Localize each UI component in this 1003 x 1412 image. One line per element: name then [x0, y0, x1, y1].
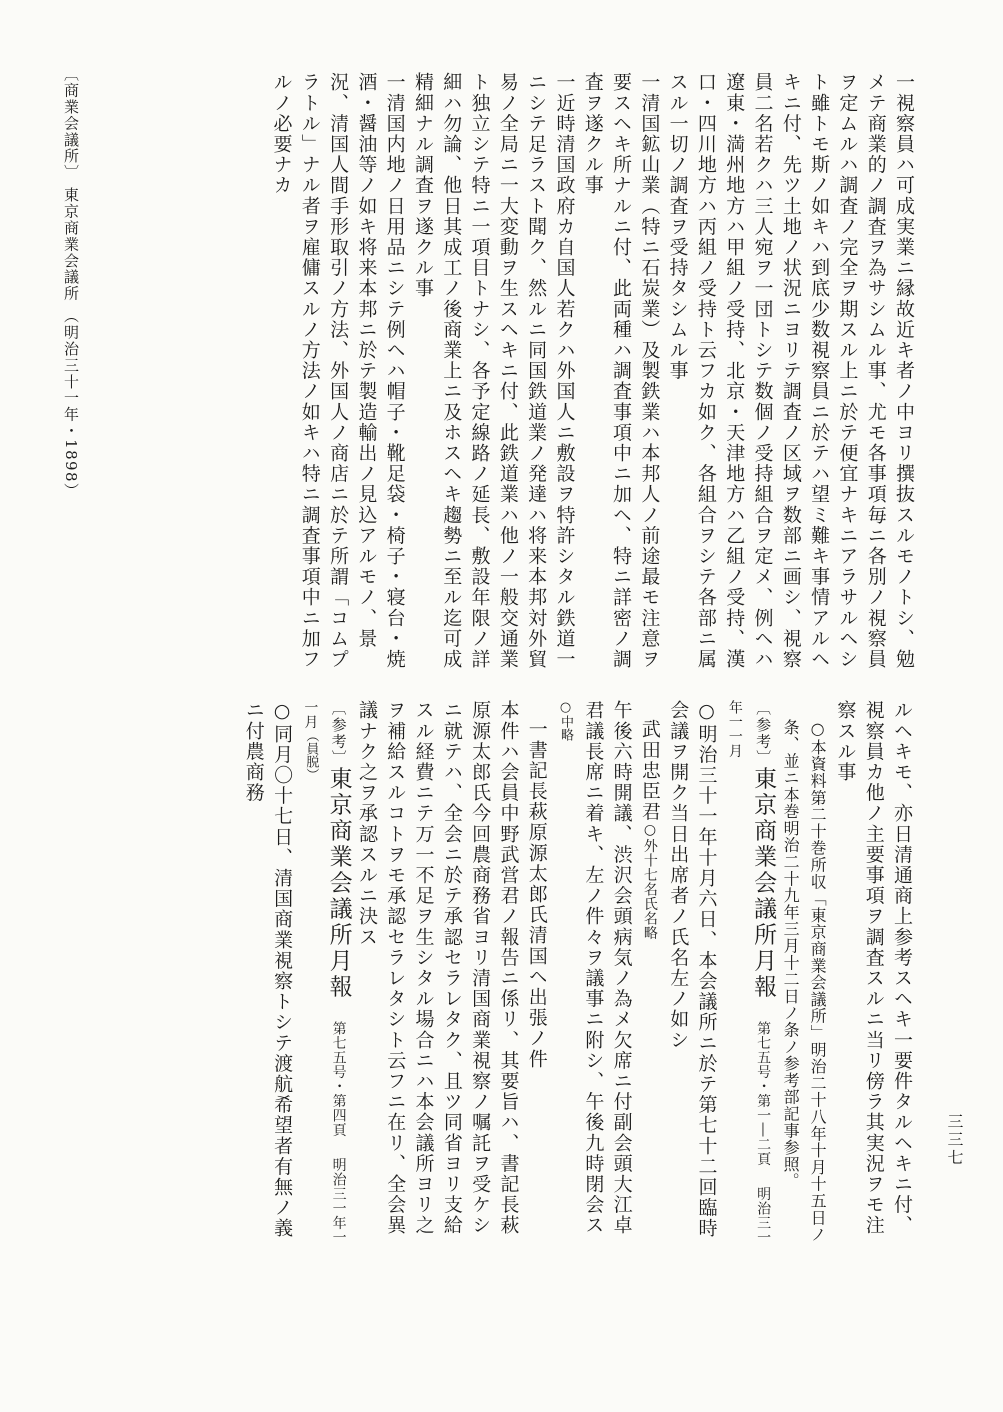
reference-heading-1	[721, 700, 778, 1245]
reference-label: 〔参考〕	[754, 700, 773, 767]
upper-text-block	[100, 72, 918, 672]
item-daily-goods: 一清国内地ノ日用品ニシテ例ヘハ帽子・靴足袋・椅子・寝台・焼酒・醤油等ノ如キ将来本邦ニ於テ製造輸出ノ見込アルモノ、景況、清国人間手形取引ノ方法、外国人ノ商店ニ於テ所謂「コムプラトル」ナル者ヲ雇傭スルノ方法ノ如キハ特ニ調査事項中ニ加フルノ必要ナカ	[270, 72, 406, 670]
source-label: 〔商業会議所〕	[62, 66, 80, 181]
reference-label: 〔参考〕	[329, 700, 348, 767]
lower-text-block	[110, 700, 916, 1245]
source-citation	[54, 66, 86, 626]
source-org: 東京商業会議所	[62, 186, 80, 302]
meeting-paragraph: ○明治三十一年十月六日、本会議所ニ於テ第七十二回臨時会議ヲ開ク当日出席者ノ氏名左ノ如シ	[667, 700, 718, 1239]
continuation-text: ルヘキモ、亦日清通商上参考スヘキ一要件タルヘキニ付、視察員カ他ノ主要事項ヲ調査スルニ当リ傍ラ其実況ヲモ注察スル事	[834, 700, 913, 1236]
source-date: （明治三十一年・1898）	[62, 307, 80, 500]
meeting-body: 午後六時開議、渋沢会頭病気ノ為メ欠席ニ付副会頭大江卓君議長席ニ着キ、左ノ件々ヲ議事ニ附シ、午後九時閉会ス	[582, 700, 633, 1236]
agenda-item-title: 一書記長萩原源太郎氏清国ヘ出張ノ件	[525, 719, 548, 1070]
item-inspectors: 一視察員ハ可成実業ニ縁故近キ者ノ中ヨリ撰抜スルモノトシ、勉メテ商業的ノ調査ヲ為サシムル事、尤モ各事項毎ニ各別ノ視察員ヲ定ムルハ調査ノ完全ヲ期スル上ニ於テ便宜ナキニアラサルヘシト雖トモ斯ノ如キハ到底少数視察員ニ於テハ望ミ難キ事情アルヘキニ付、先ツ土地ノ状況ニヨリテ調査ノ区域ヲ数部ニ画シ、視察員二名若クハ三人宛ヲ一団トシテ数個ノ受持組合ヲ定メ、例ヘハ遼東・満州地方ハ甲組ノ受持、北京・天津地方ハ乙組ノ受持、漢口・四川地方ハ丙組ノ受持ト云フカ如ク、各組合ヲシテ各部ニ属スル一切ノ調査ヲ受持タシムル事	[666, 72, 915, 670]
attendee-name: 武田忠臣君	[638, 719, 661, 822]
reference-heading-2	[296, 700, 353, 1245]
reference-date: 明治三一年一一月	[302, 700, 347, 1245]
agenda-item-body: 本件ハ会員中野武営君ノ報告ニ係リ、其要旨ハ、書記長萩原源太郎氏今回農商務省ヨリ清国商業視察ノ嘱託ヲ受ケシニ就テハ、全会ニ於テ承認セラレタク、且ツ同省ヨリ支給スル経費ニテ万一不足ヲ生シタル場合ニハ本会議所ヨリ之ヲ補給スルコトヲモ承認セラレタシト云フニ在リ、全会異議ナク之ヲ承認スルニ決ス	[355, 700, 520, 1236]
attendee-line	[636, 700, 664, 1245]
reference-title: 東京商業会議所月報	[750, 766, 777, 1001]
reference-2-body: ○同月〇十七日、清国商業視察トシテ渡航希望者有無ノ義ニ付農商務	[242, 700, 294, 1239]
reference-issue: 第七五号・第四頁	[330, 1021, 347, 1138]
missing-character-note: （員脱）	[303, 729, 319, 781]
page-number: 三三七	[945, 1113, 964, 1167]
reference-date: 明治三一年一一月	[726, 700, 772, 1245]
reference-title: 東京商業会議所月報	[325, 766, 352, 1001]
omission-mark: ○中略	[558, 700, 574, 741]
attendee-others: ○外十七名氏名略	[641, 822, 658, 940]
item-mining: 一清国鉱山業（特ニ石炭業）及製鉄業ハ本邦人ノ前途最モ注意ヲ要スヘキ所ナルニ付、此両種ハ調査事項中ニ加ヘ、特ニ詳密ノ調査ヲ遂クル事	[581, 72, 661, 670]
editorial-note: ○本資料第二十巻所収「東京商業会議所」明治二十八年十月十五日ノ条、並ニ本巻明治二十九年三月十二日ノ条ノ参考部記事参照。	[781, 719, 828, 1243]
reference-issue: 第七五号・第一―二頁	[755, 1021, 772, 1167]
item-railways: 一近時清国政府カ自国人若クハ外国人ニ敷設ヲ特許シタル鉄道一ニシテ足ラスト聞ク、然ルニ同国鉄道業ノ発達ハ将来本邦対外貿易ノ全局ニ一大変動ヲ生スヘキニ付、此鉄道業ハ他ノ一般交通業ト独立シテ特ニ一項目トナシ、各予定線路ノ延長、敷設年限ノ詳細ハ勿論、他日其成工ノ後商業上ニ及ホスヘキ趨勢ニ至ル迄可成精細ナル調査ヲ遂クル事	[411, 72, 576, 670]
